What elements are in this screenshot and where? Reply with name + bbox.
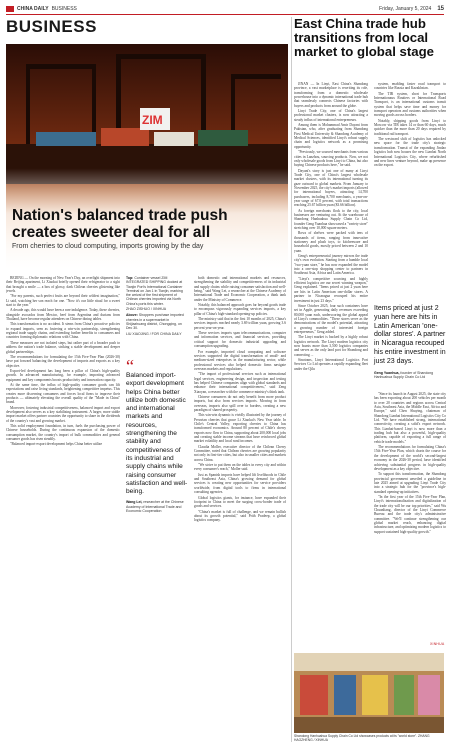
paragraph: This solid employment foundation, in turn, fuels the purchasing power of Chinese households. During the continuous expansion of the domestic consumption market, the country's import of bulk commodities and general consumer goods has risen steadily. <box>6 424 120 442</box>
pull-quote-text: Balanced import-export development helps China better utilize both domestic and international markets and resources, strengthening the stability and competitiveness of its industrial and supply chains while raising consumer satisfaction and well-being. <box>126 372 188 496</box>
caption-above-credit: LIU XIAOJING / FOR CHINA DAILY <box>126 331 182 336</box>
paragraph: Notably, this balanced approach goes far beyond goods trade to encompass vigorously expanding services imports, a key pillar of China's high-standard opening-up policies. <box>194 303 286 316</box>
pull-quote-attribution <box>126 500 188 513</box>
paragraph: These measures are not isolated steps, but rather part of a broader push to address the nation's trade balance, striking a stable development and deeper global partnerships. <box>6 340 120 354</box>
paragraph: The recommendations for formulating China's 15th Five-Year Plan, which charts the course for the development of the world's second-largest economy in the 2026-30 period, have identified achieving substantial progress in high-quality development as a key objective. <box>374 445 446 471</box>
issue-date: Friday, January 5, 2024 <box>379 5 432 12</box>
caption-top-credit: ZHAO ZISHUO / XINHUA <box>126 307 167 312</box>
paragraph: Just as Spanish imports have helped lift livelihoods in Chile and Southeast Asia, China's growing demand for global services is creating new opportunities for service providers worldwide, from digital tools to firms in international consulting agencies. <box>194 472 286 495</box>
side-column-1 <box>294 82 368 650</box>
paragraph: "In the first year of the 15th Five-Year Plan, Linyi's internationalization and digitalization of the trade city will be our top priorities," said Wu Chuanliang, director of the Linyi Commerce Bureau and the trade city's administrative committee. "We'll continue strengthening our global market reach, enhancing digital infrastructure, and optimizing modern logistics to support sustained high-quality growth." <box>374 494 446 534</box>
column-divider <box>291 17 292 742</box>
paragraph: "Balanced import-export development helps China better utilize <box>10 442 103 447</box>
paragraph: These services imports span telecommunications, computer and information services, and financial services, providing critical support for domestic industrial upgrading and consumption upgrading. <box>194 331 286 349</box>
side-headline: East China trade hub transitions from local market to global stage <box>294 16 434 60</box>
side-pull-quote <box>374 305 446 379</box>
main-headline: Nation's balanced trade push creates sweeter deal for all <box>12 207 228 241</box>
paragraph: Sinotrans, Linyi International Logistics Port Services Co Ltd operates a rapidly expanding fleet under the Qilu <box>294 357 368 371</box>
paragraph: This transformation is no accident. It stems from China's proactive policies to expand imports, seen as fostering a win-win partnership, strengthening regional trade supply chains, and extending further benefits to consumers and countries forming diplomatic relations with China. <box>6 322 120 340</box>
page-number: 15 <box>437 5 444 12</box>
quote-mark-icon: “ <box>126 356 134 376</box>
paragraph: "We strive to put them on the tables in every city and within every consumer's reach," Moller said. <box>194 463 286 472</box>
paragraph: Dayani's story is just one of many at Linyi Trade City, one of China's largest wholesale market clusters, with its international turning its gaze outward to global markets. From January to November 2025, the city's market imports (allowed for international buyers, attracting 14,700 purchasers, including 8,700 merchants, a year-on-year surge of 67.0 percent, with total transactions reaching 25.67 billion yuan ($3.66 billion). <box>294 168 368 208</box>
paragraph: The recommendations for formulating the 15th Five-Year Plan (2026-30) have put forward balancing the development of imports and exports as a key objective. <box>6 354 120 368</box>
paragraph: "Linyi's competitive sourcing and highly efficient logistics are our secret winning weapon," Geng explained. "Items priced at just 2 yuan here are hits in Latin American one-dollar stores. A partner in Nicaragua recouped his entire investment in just 23 days." <box>294 276 368 303</box>
china-daily-logo-icon <box>6 6 14 12</box>
side-column-3 <box>374 392 446 648</box>
paragraph: The ministry said that in the first 10 months of 2025, China's services imports reached nearly 3.69 trillion yuan, growing 3.6 percent year-on-year. <box>194 317 286 330</box>
section-title: BUSINESS <box>6 17 97 36</box>
photo-captions <box>126 276 188 336</box>
paragraph: For example, imported cloud computing and software services supported the digital transformation of small- and medium-sized enterprises in the manufacturing sector, while professional services also helped domestic firms navigate overseas markets and regulations. <box>194 349 286 371</box>
main-pull-quote <box>126 356 188 514</box>
paragraph: Claudia Moller, executive director of the Chilean Cherry Committee, noted that Chilean cherries are growing popularity not only in first-tier cities, but also in smaller cities and markets across China. <box>194 444 286 462</box>
paragraph: Among them is Mohammad Amir Dayani from Pakistan, who, after graduating from Shandong First Medical University & Shandong Academy of Medical Sciences, identified Linyi's robust supply chain and logistics network as a promising opportunity. <box>294 123 368 149</box>
paragraph: "The import of professional services such as international legal services, engineering design, and inspection and testing has helped Chinese companies align with global standards and enhance their international competitiveness," said Zeng Xiaoyan, a researcher with the commerce ministry's think tank. <box>194 372 286 394</box>
paragraph: This win-win dynamic is vividly illustrated by the journey of Peruvian cherries that grace Li Xiaokai's New Year table. In Chile's Central Valley, exporting cherries to China has transformed economics. Around 80 percent of Chile's cherry exports now flow to China, supporting about 200,000 local jobs and creating stable income streams that have reinforced global market volatility and local rural incomes. <box>194 413 286 444</box>
paragraph: The TIR system, short for Transports Internationaux Routiers or International Road Transport, is an international customs transit system that helps save time and money for transport operators and customs authorities when moving goods across borders. <box>374 91 446 118</box>
paragraph: system, enabling faster road transport to countries like Russia and Kazakhstan. <box>374 82 446 91</box>
paragraph: "China's market is full of challenge, and we remain bullish about its growth potential," said Prith Pradeep, a global logistics company. <box>194 509 286 523</box>
paragraph: The Linyi market is backed by a highly robust logistics network. The Linyi modern logistics city now boasts more than 3,500 logistics companies and serves as the only land port for Shandong and connecting ... <box>294 335 368 357</box>
paragraph: Linyi Trade City, one of China's largest professional market clusters, is now attracting a steady influx of international entrepreneurs. <box>294 109 368 122</box>
paragraph: At the same time, the influx of high-quality consumer goods can lift expectations and raise living standards, heightening competitive impetus. This creates more discerning consumers and forces local firms to improve their products — ultimately elevating the overall quality of the "Made in China" brand. <box>6 382 120 405</box>
pull-quote-name: Wang Lei, <box>126 500 143 505</box>
caption-top-text: Container vessel ZIM INTEGRATED SHIPPING docked at Tianjin Port's International Container Terminal on Jan 1 in Tianjin, marking the arrival of the first shipment of Chilean cherries imported via North China's ports this winter. <box>126 276 183 306</box>
side-byline: XINHUA <box>430 642 445 646</box>
paragraph: To support this transformation, the Shandong provincial government unveiled a guideline in late 2025 aimed at upgrading Linyi Trade City into a strategic hub for the "province's high-standard opening-up initiatives. <box>374 472 446 494</box>
paragraph: Export-led development has long been a pillar of China's high-quality growth. In advanced manufacturing, for example, importing advanced equipment and key components boosts productivity and innovation capacity. <box>6 368 120 382</box>
main-column-3 <box>194 276 286 742</box>
paragraph: Notably, shipping goods from Linyi to Moscow via TIR takes 14 or than 60 days, much quicker than the more than 20 days required by traditional rail transport. <box>374 118 446 136</box>
paragraph: "Previously, we sourced merchants from various cities in Lanzhou, sourcing products. Now, we not only wholesale goods from Linyi to China, but also buying Chinese products here," he said. <box>294 150 368 168</box>
paragraph: BEIJING — On the morning of New Year's Day, an overlight shipment into their Beijing apartment, Li Xiaokai briefly opened their refrigerator to a sight that brought a smile — a box of glossy, dark Chilean cherries glistening like jewels. <box>6 276 120 294</box>
main-column-1 <box>6 276 120 742</box>
publication-name: CHINA DAILY <box>17 5 49 12</box>
paragraph: JINAN — In Linyi, East China's Shandong province, a vast marketplace is rewriting its role, transforming from a domestic wholesale powerhouse into a dynamic international trade hub that seamlessly connects Chinese factories with buyers and products from around the globe. <box>294 82 368 108</box>
paragraph: Geng's entrepreneurial journey mirrors the trade city's own evolution. Starting from a humble local "two-yuan store," he has now expanded the model into a one-stop shopping center to partners in Southeast Asia, Africa and Latin America. <box>294 254 368 276</box>
side-pull-quote-name: Geng Yuanhua, <box>374 370 400 375</box>
paragraph: "For my parents, such perfect fruits are beyond their wildest imagination," Li said, watching her son reach for one. "Now it's our little ritual for a sweet start to the year." <box>6 294 120 308</box>
main-deck: From cherries to cloud computing, imports growing by the day <box>12 243 204 250</box>
side-column-2 <box>374 82 446 302</box>
paragraph: "Since its launch in August 2025, the state city has been exporting about 200 vehicles per month to over 20 countries and regions across Central Asia, Southeast Asia, the Middle East, Africa and Europe," said Chen Shuying, chairman of Shandong Lianhai International Logistics City Co Ltd. "We have established strong, international connectivity, creating a solid's export network. This Lianhai-based Linyi is now more than a trading hub but also a powerful, high-quality platform, capable of exporting a full range of vehicle trade models." <box>374 392 446 444</box>
paragraph: As foreign merchants flock to the city, local businesses are venturing out. At the warehouse of Shandong Hanhuahua Supply Chain Co Ltd, founder Geng Yuanhua showcased a "variety store" stretching over 10,000 square meters. <box>294 208 368 230</box>
masthead <box>6 4 444 13</box>
paragraph: Since October 2025, four such containers have set in Apple, generating daily revenues exceeding 80,000 yuan each, underscoring the global appeal of Linyi's commodities. "These stores serve as the demonstrations of the model's potential, attracting a growing number of interested foreign entrepreneurs," Geng added. <box>294 303 368 334</box>
paragraph: The westward shift of logistics has unlocked new space for the trade city's strategic transformation. Transit of the expanding Jindao logistics hub now houses the new Lianhai North International Logistics City, where refurbished and new lines venture beyond, make up presence on the export. <box>374 137 446 168</box>
side-pull-quote-text: Items priced at just 2 yuan here are hits in Latin American 'one-dollar stores'. A partner in Nicaragua recouped his entire investment in just 23 days. <box>374 305 446 365</box>
warehouse-photo-caption: Shandong Hanhuahua Supply Chain Co Ltd showcases products at its "world store". ZHANG HAOZHENG / XINHUA <box>294 734 430 742</box>
paragraph: both domestic and international markets and resources, strengthening the stability and competitiveness of its industrial and supply chains while raising consumer satisfaction and well-being," said Wang Lei, a researcher at the Chinese Academy of International Trade and Economic Cooperation, a think tank under the Ministry of Commerce. <box>194 276 286 302</box>
paragraph: Chinese consumers do not only benefit from more product imports, but also from services imports. Mowing in from overseas, imports also spill over to borders, creating a new paradigm of shared prosperity. <box>194 394 286 412</box>
paragraph: Moreover, fostering industrial competitiveness, balanced import and export development also serves as a key stabilizing instrument. A larger, more stable import market offers partner countries the opportunity to share in the dividends of the country's vast and growing market. <box>6 405 120 423</box>
caption-above-text: Shoppers purchase imported cherries in a supermarket in Shijiazhuang district, Chongqing, on Dec 30. <box>126 313 184 331</box>
page-section-label: BUSINESS <box>51 5 77 12</box>
caption-above-label: Above: <box>126 313 138 318</box>
masthead-divider <box>6 14 444 15</box>
pull-quote-title: researcher at the Chinese Academy of International Trade and Economic Cooperation <box>126 500 184 514</box>
warehouse-photo <box>294 653 444 733</box>
side-pull-quote-attribution <box>374 371 446 380</box>
paragraph: Rows of shelves were packed with tens of thousands of items, ranging from innovative stationery and plush toys, to kitchenware and household goods, mostly priced between 2 and 10 yuan. <box>294 231 368 253</box>
paragraph: A decade ago, this would have been a rare indulgence. Today, these cherries, alongside avocados from Mexico, beef from Argentina and durians from Thailand, have become regular attendees on Chinese dining tables. <box>6 308 120 322</box>
paragraph: Global logistics giants, for instance, have expanded their footprint in China to meet the surging cross-border trade of goods and services. <box>194 495 286 509</box>
caption-top-label: Top: <box>126 276 134 280</box>
side-pull-quote-title: founder of Shandong Hanhuahua Supply Chain Co Ltd <box>374 370 434 379</box>
